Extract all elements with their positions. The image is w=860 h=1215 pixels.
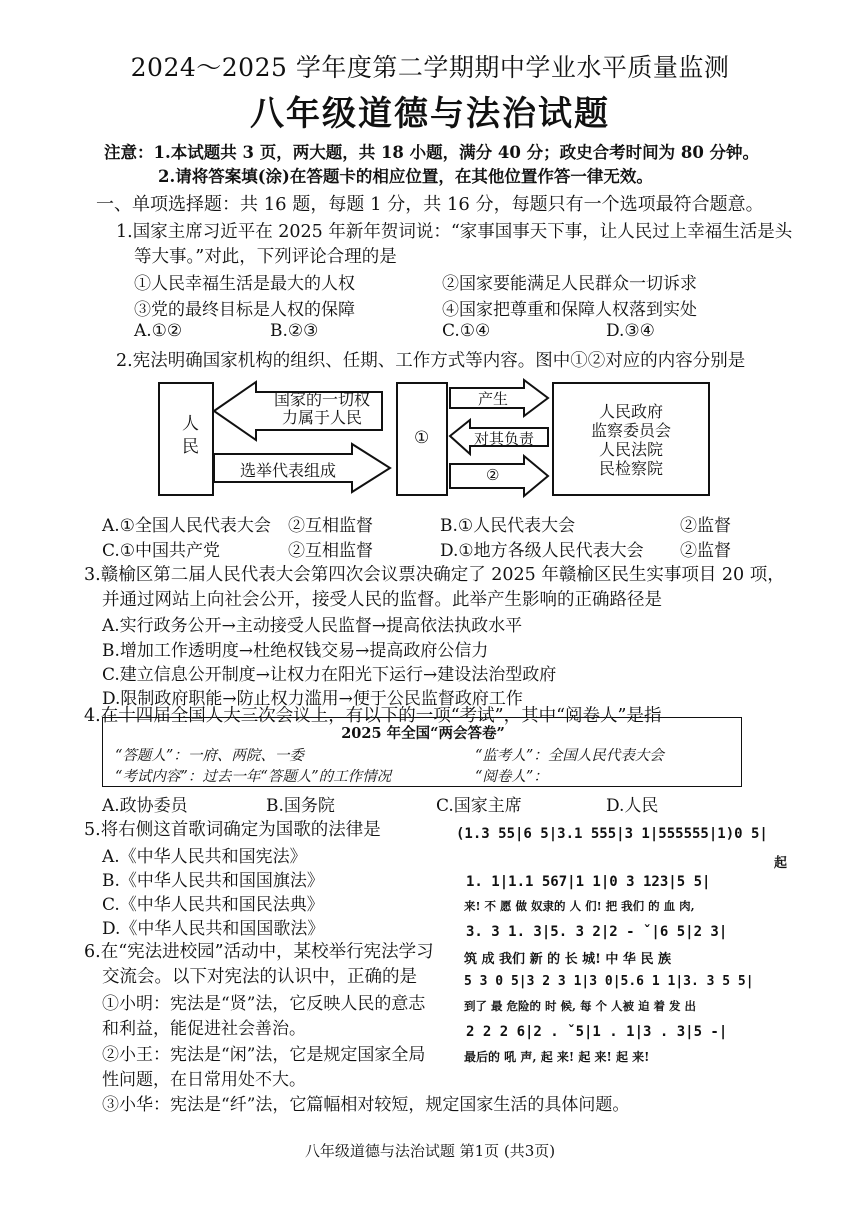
top-arrow-line2: 力属于人民: [281, 408, 362, 427]
middle-box: [396, 382, 448, 496]
q2-option-a1: A.①全国人民代表大会: [102, 516, 271, 536]
page-footer: 八年级道德与法治试题 第1页 (共3页): [304, 1142, 556, 1160]
organs-box: [552, 382, 710, 496]
q6-statement-1b: 和利益，能促进社会善治。: [102, 1019, 306, 1039]
q1-option-c: C.①④: [442, 321, 491, 341]
q1-statement-2: ②国家要能满足人民群众一切诉求: [442, 274, 697, 294]
q3-option-d: D.限制政府职能→防止权力滥用→便于公民监督政府工作: [102, 689, 523, 709]
q2-option-b2: ②监督: [680, 516, 731, 536]
score-line2: 1. 1|1.1 567|1 1|0 3 123|5 5|: [466, 874, 711, 890]
q5-option-b: B.《中华人民共和国国旗法》: [102, 871, 324, 891]
q5-option-d: D.《中华人民共和国国歌法》: [102, 919, 325, 939]
q1-option-a: A.①②: [134, 321, 183, 341]
q6-statement-3: ③小华：宪法是“纤”法，它篇幅相对较短，规定国家生活的具体问题。: [102, 1095, 630, 1115]
table-grader: “阅卷人”：: [475, 769, 548, 785]
q2-option-b1: B.①人民代表大会: [440, 516, 576, 536]
responsible-label: 对其负责: [474, 430, 535, 448]
q4-option-b: B.国务院: [266, 796, 335, 816]
score-lyric3: 筑 成 我们 新 的 长 城! 中 华 民 族: [464, 952, 671, 967]
table-proctor: “监考人”：全国人民代表大会: [475, 748, 664, 764]
q1-statement-3: ③党的最终目标是人权的保障: [134, 300, 355, 320]
score-line4: 5 3 0 5|3 2 3 1|3 0|5.6 1 1|3. 3 5 5|: [464, 974, 754, 989]
bottom-arrow-label: 选举代表组成: [240, 461, 337, 480]
middle-label: ①: [414, 428, 430, 448]
q1-stem-line1: 1.国家主席习近平在 2025 年新年贺词说：“家事国事天下事，让人民过上幸福生活是头: [116, 222, 793, 242]
q1-stem-line2: 等大事。”对此，下列评论合理的是: [134, 247, 397, 267]
table-title: 2025 年全国“两会答卷”: [341, 725, 505, 742]
q2-option-d1: D.①地方各级人民代表大会: [440, 541, 644, 561]
q4-stem: 4.在十四届全国人大三次会议上，有以下的一项“考试”，其中“阅卷人”是指: [84, 706, 662, 726]
q4-option-c: C.国家主席: [436, 796, 522, 816]
org-government: 人民政府: [598, 402, 663, 421]
q3-option-b: B.增加工作透明度→杜绝权钱交易→提高政府公信力: [102, 641, 489, 661]
org-procuratorate: 民检察院: [598, 459, 663, 478]
q2-option-d2: ②监督: [680, 541, 731, 561]
note-2: 2.请将答案填(涂)在答题卡的相应位置，在其他位置作答一律无效。: [158, 167, 653, 186]
q3-option-c: C.建立信息公开制度→让权力在阳光下运行→建设法治型政府: [102, 665, 557, 685]
q1-statement-4: ④国家把尊重和保障人权落到实处: [442, 300, 697, 320]
q2-stem: 2.宪法明确国家机构的组织、任期、工作方式等内容。图中①②对应的内容分别是: [116, 351, 746, 371]
q6-stem-line1: 6.在“宪法进校园”活动中，某校举行宪法学习: [84, 942, 434, 962]
q6-statement-2b: 性问题，在日常用处不大。: [102, 1070, 306, 1090]
two-sessions-table: [102, 717, 742, 787]
note-1: 注意：1.本试题共 3 页，两大题，共 18 小题，满分 40 分；政史合考时间为 80 分钟。: [104, 143, 760, 162]
score-lyric1: 起: [774, 856, 788, 871]
q3-option-a: A.实行政务公开→主动接受人民监督→提高依法执政水平: [102, 616, 523, 636]
q1-option-b: B.②③: [270, 321, 319, 341]
org-court: 人民法院: [598, 440, 663, 459]
q3-stem-line1: 3.赣榆区第二届人民代表大会第四次会议票决确定了 2025 年赣榆区民生实事项目 20 项，: [84, 565, 785, 585]
top-arrow-line1: 国家的一切权: [273, 390, 370, 409]
people-label: 人民: [178, 414, 198, 460]
q3-stem-line2: 并通过网站上向社会公开，接受人民的监督。此举产生影响的正确路径是: [102, 590, 662, 610]
org-supervisory: 监察委员会: [590, 421, 671, 440]
exam-title: 2024～2025 学年度第二学期期中学业水平质量监测: [130, 53, 730, 82]
q5-option-a: A.《中华人民共和国宪法》: [102, 847, 307, 867]
q6-stem-line2: 交流会。以下对宪法的认识中，正确的是: [102, 967, 417, 987]
q1-option-d: D.③④: [606, 321, 655, 341]
q2-option-c2: ②互相监督: [288, 541, 373, 561]
q1-statement-1: ①人民幸福生活是最大的人权: [134, 274, 355, 294]
q4-option-d: D.人民: [606, 796, 659, 816]
people-box: [158, 382, 214, 496]
q4-option-a: A.政协委员: [102, 796, 188, 816]
table-answerer: “答题人”：一府、两院、一委: [115, 748, 304, 764]
score-line5: 2 2 2 6|2 . ˇ5|1 . 1|3 . 3|5 -|: [466, 1024, 728, 1040]
q2-option-a2: ②互相监督: [288, 516, 373, 536]
q5-stem: 5.将右侧这首歌词确定为国歌的法律是: [84, 820, 381, 840]
exam-subject-title: 八年级道德与法治试题: [250, 94, 610, 134]
circle2-label: ②: [486, 466, 500, 484]
score-lyric5: 最后的 吼 声, 起 来! 起 来! 起 来!: [464, 1050, 650, 1064]
q6-statement-2a: ②小王：宪法是“闲”法，它是规定国家全局: [102, 1045, 426, 1065]
q6-statement-1a: ①小明：宪法是“贤”法，它反映人民的意志: [102, 994, 426, 1014]
q2-option-c1: C.①中国共产党: [102, 541, 221, 561]
score-lyric4: 到了 最 危险的 时 候, 每 个 人被 迫 着 发 出: [464, 999, 697, 1013]
produce-label: 产生: [478, 390, 509, 408]
score-line3: 3. 3 1. 3|5. 3 2|2 - ˇ|6 5|2 3|: [466, 924, 728, 940]
top-arrow-label: [262, 391, 382, 427]
table-content: “考试内容”：过去一年“答题人”的工作情况: [115, 769, 392, 785]
state-organ-diagram: [156, 378, 712, 500]
section-heading: 一、单项选择题：共 16 题，每题 1 分，共 16 分，每题只有一个选项最符合题意。: [96, 194, 764, 215]
q5-option-c: C.《中华人民共和国民法典》: [102, 895, 324, 915]
score-lyric2: 来! 不 愿 做 奴隶的 人 们! 把 我们 的 血 肉,: [464, 899, 695, 913]
score-line1: (1.3 55|6 5|3.1 555|3 1|555555|1)0 5|: [456, 826, 768, 842]
anthem-score: [456, 822, 796, 1082]
